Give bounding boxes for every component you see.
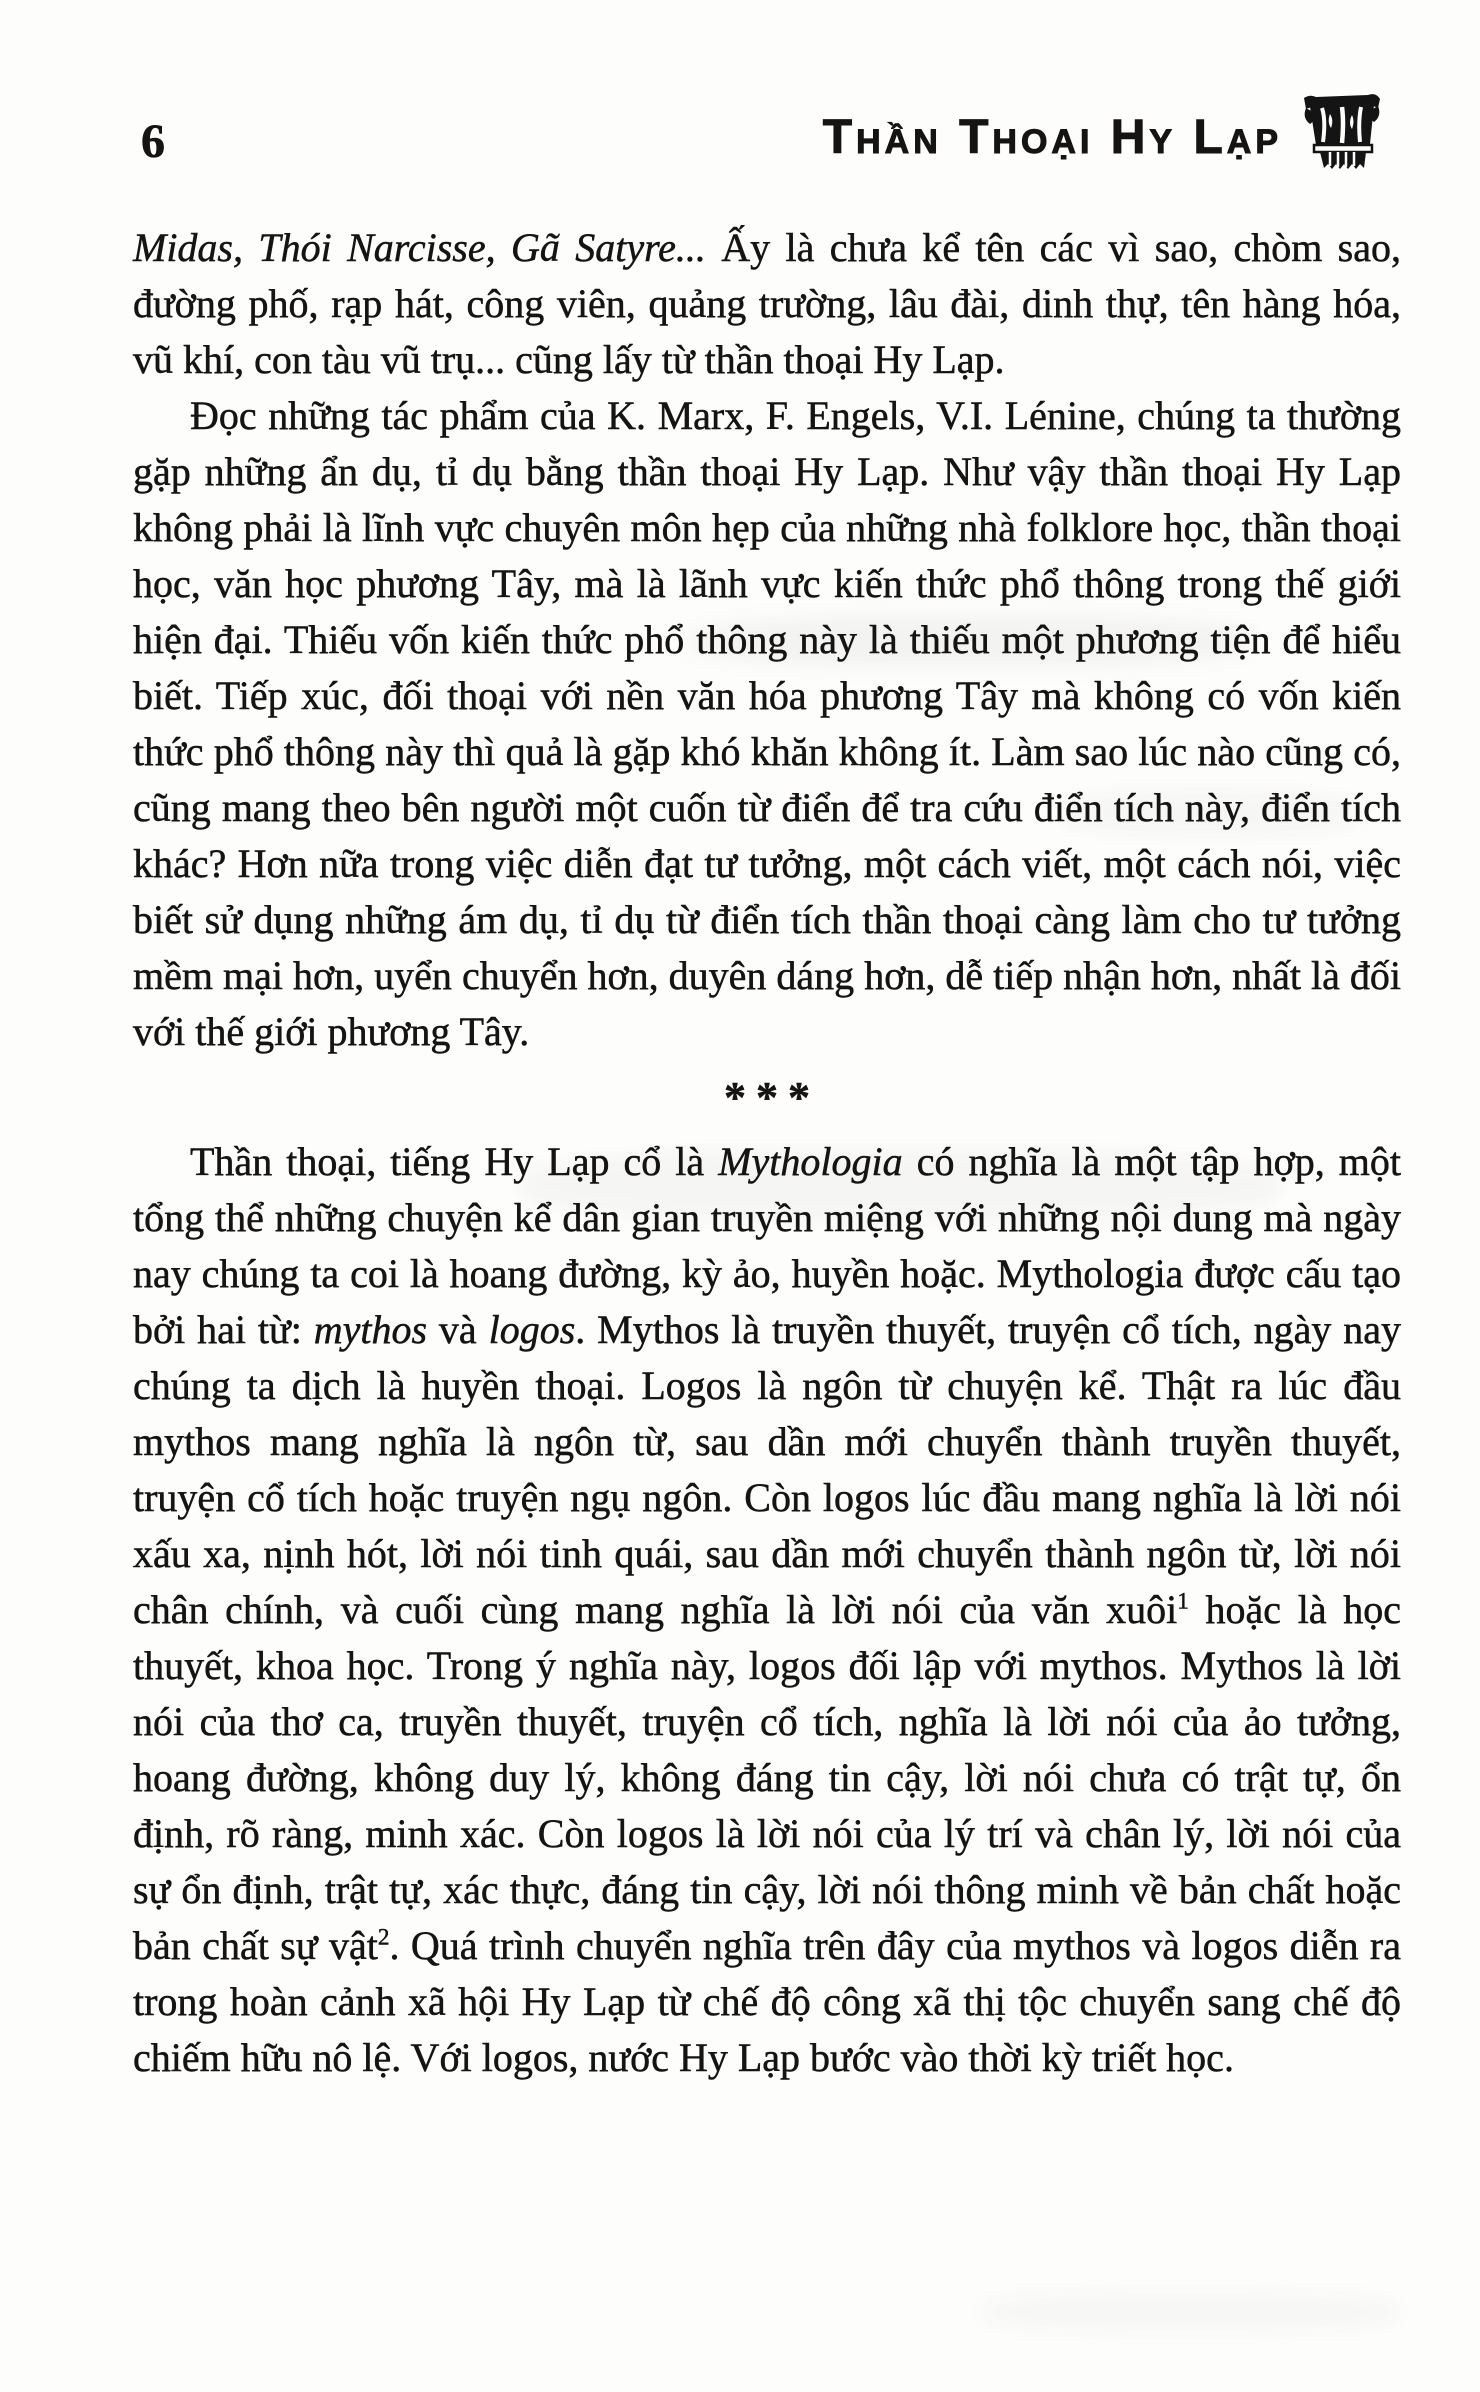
text-segment: Đọc những tác phẩm của K. Marx, F. Engels, V.I. Lénine, chúng ta thường gặp những ẩn dụ, tỉ dụ bằng thần thoại Hy Lạp. Như vậy thần thoại Hy Lạp không phải là lĩnh vực chuyên môn hẹp của những nhà folklore học, thần thoại học, văn học phương Tây, mà là lãnh vực kiến thức phổ thông trong thế giới hiện đại. Thiếu vốn kiến thức phổ thông này là thiếu một phương tiện để hiểu biết. Tiếp xúc, đối thoại với nền văn hóa phương Tây mà không có vốn kiến thức phổ thông này thì quả là gặp khó khăn không ít. Làm sao lúc nào cũng có, cũng mang theo bên người một cuốn từ điển để tra cứu điển tích này, điển tích khác? Hơn nữa trong việc diễn đạt tư tưởng, một cách viết, một cách nói, việc biết sử dụng những ám dụ, tỉ dụ từ điển tích thần thoại càng làm cho tư tưởng mềm mại hơn, uyển chuyển hơn, duyên dáng hơn, dễ tiếp nhận hơn, nhất là đối với thế giới phương Tây. [133, 393, 1401, 1054]
paragraph [133, 220, 1401, 388]
text-segment: logos [488, 1307, 576, 1352]
page-number: 6 [141, 115, 165, 168]
body-text [133, 220, 1401, 2086]
running-header [823, 90, 1384, 172]
footnote-ref: 1 [1177, 1588, 1189, 1615]
text-segment: mythos [313, 1307, 428, 1352]
scan-artifact [980, 2290, 1400, 2334]
text-segment: . Mythos là truyền thuyết, truyện cổ tích, ngày nay chúng ta dịch là huyền thoại. Logos là ngôn từ chuyện kể. Thật ra lúc đầu mythos mang nghĩa là ngôn từ, sau dần mới chuyển thành truyền thuyết, truyện cổ tích hoặc truyện ngụ ngôn. Còn logos lúc đầu mang nghĩa là lời nói xấu xa, nịnh hót, lời nói tinh quái, sau dần mới chuyển thành ngôn từ, lời nói chân chính, và cuối cùng mang nghĩa là lời nói của văn xuôi [133, 1307, 1401, 1632]
text-segment: hoặc là học thuyết, khoa học. Trong ý nghĩa này, logos đối lập với mythos. Mythos là lời nói của thơ ca, truyền thuyết, truyện cổ tích, nghĩa là lời nói của ảo tưởng, hoang đường, không duy lý, không đáng tin cậy, lời nói chưa có trật tự, ổn định, rõ ràng, minh xác. Còn logos là lời nói của lý trí và chân lý, lời nói của sự ổn định, trật tự, xác thực, đáng tin cậy, lời nói thông minh về bản chất hoặc bản chất sự vật [133, 1587, 1401, 1968]
paragraph [133, 388, 1401, 1060]
section-separator: *** [724, 1073, 820, 1122]
corinthian-capital-icon [1300, 90, 1384, 172]
text-segment: Thần thoại, tiếng Hy Lạp cổ là [190, 1139, 719, 1184]
header-title: Thần Thoại Hy Lạp [822, 111, 1282, 164]
footnote-ref: 2 [377, 1924, 390, 1951]
text-segment: Midas, Thói Narcisse, Gã Satyre... [133, 225, 706, 270]
text-segment: . Quá trình chuyển nghĩa trên đây của mythos và logos diễn ra trong hoàn cảnh xã hội Hy Lạp từ chế độ công xã thị tộc chuyển sang chế độ chiếm hữu nô lệ. Với logos, nước Hy Lạp bước vào thời kỳ triết học. [133, 1923, 1401, 2080]
text-segment: Ấy là chưa kể tên các vì sao, chòm sao, đường phố, rạp hát, công viên, quảng trường, lâu đài, dinh thự, tên hàng hóa, vũ khí, con tàu vũ trụ... cũng lấy từ thần thoại Hy Lạp. [133, 225, 1401, 382]
text-segment: có nghĩa là một tập hợp, một tổng thể những chuyện kể dân gian truyền miệng với những nội dung mà ngày nay chúng ta coi là hoang đường, kỳ ảo, huyền hoặc. Mythologia được cấu tạo bởi hai từ: [133, 1139, 1401, 1352]
text-segment: và [427, 1307, 489, 1352]
text-segment: Mythologia [718, 1139, 903, 1184]
paragraph [133, 1134, 1401, 2086]
